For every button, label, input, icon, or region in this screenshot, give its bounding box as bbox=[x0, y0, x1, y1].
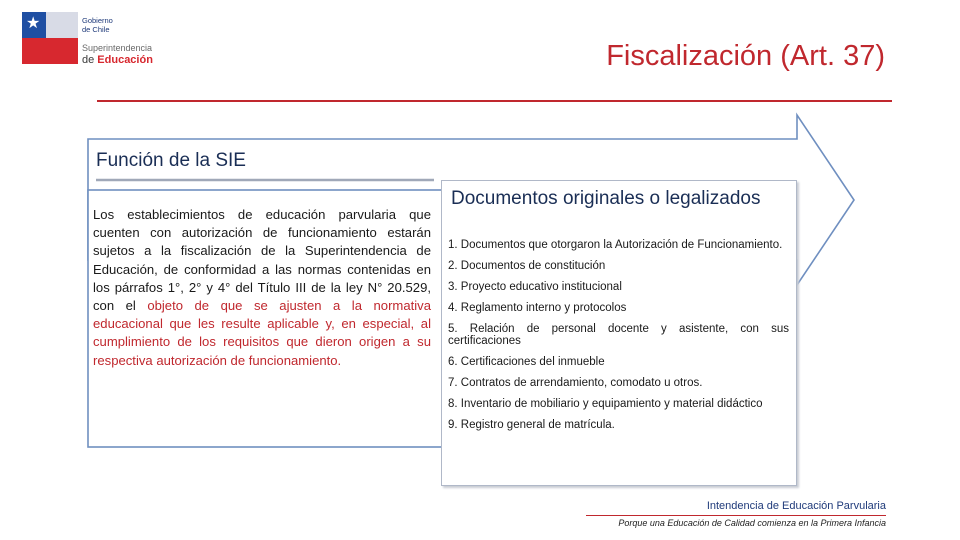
list-item: 1. Documentos que otorgaron la Autorización de Funcionamiento. bbox=[448, 239, 783, 251]
documents-list bbox=[448, 239, 789, 440]
page-title: Fiscalización (Art. 37) bbox=[606, 40, 885, 72]
list-item: 9. Registro general de matrícula. bbox=[448, 419, 615, 431]
list-item: 7. Contratos de arrendamiento, comodato u otros. bbox=[448, 377, 703, 389]
educacion-label: de Educación bbox=[82, 54, 153, 66]
documents-title: Documentos originales o legalizados bbox=[451, 188, 761, 209]
list-item: 6. Certificaciones del inmueble bbox=[448, 356, 605, 368]
list-item: 8. Inventario de mobiliario y equipamiento y material didáctico bbox=[448, 398, 763, 410]
list-item: 4. Reglamento interno y protocolos bbox=[448, 302, 627, 314]
footer-divider bbox=[586, 515, 886, 516]
main-paragraph: Los establecimientos de educación parvularia que cuenten con autorización de funcionamiento estarán sujetos a la fiscalización de la Superintendencia de Educación, de conformidad a las normas contenidas en los párrafos 1°, 2° y 4° del Título III de la ley N° 20.529, con el objeto de que se ajusten a la normativa educacional que les resulte aplicable y, en especial, al cumplimiento de los requisitos que dieron origen a su respectiva autorización de funcionamiento. bbox=[93, 207, 431, 368]
chile-flag-icon: ★ bbox=[22, 12, 78, 64]
list-item: 2. Documentos de constitución bbox=[448, 260, 606, 272]
section-label: Función de la SIE bbox=[96, 150, 246, 171]
gobierno-label: Gobierno de Chile bbox=[82, 16, 113, 34]
list-item: 5. Relación de personal docente y asistente, con sus certificaciones bbox=[448, 323, 789, 347]
footer-slogan: Porque una Educación de Calidad comienza en la Primera Infancia bbox=[618, 518, 886, 528]
superintendencia-label: Superintendencia bbox=[82, 43, 153, 53]
footer-intendencia: Intendencia de Educación Parvularia bbox=[706, 500, 886, 512]
list-item: 3. Proyecto educativo institucional bbox=[448, 281, 622, 293]
